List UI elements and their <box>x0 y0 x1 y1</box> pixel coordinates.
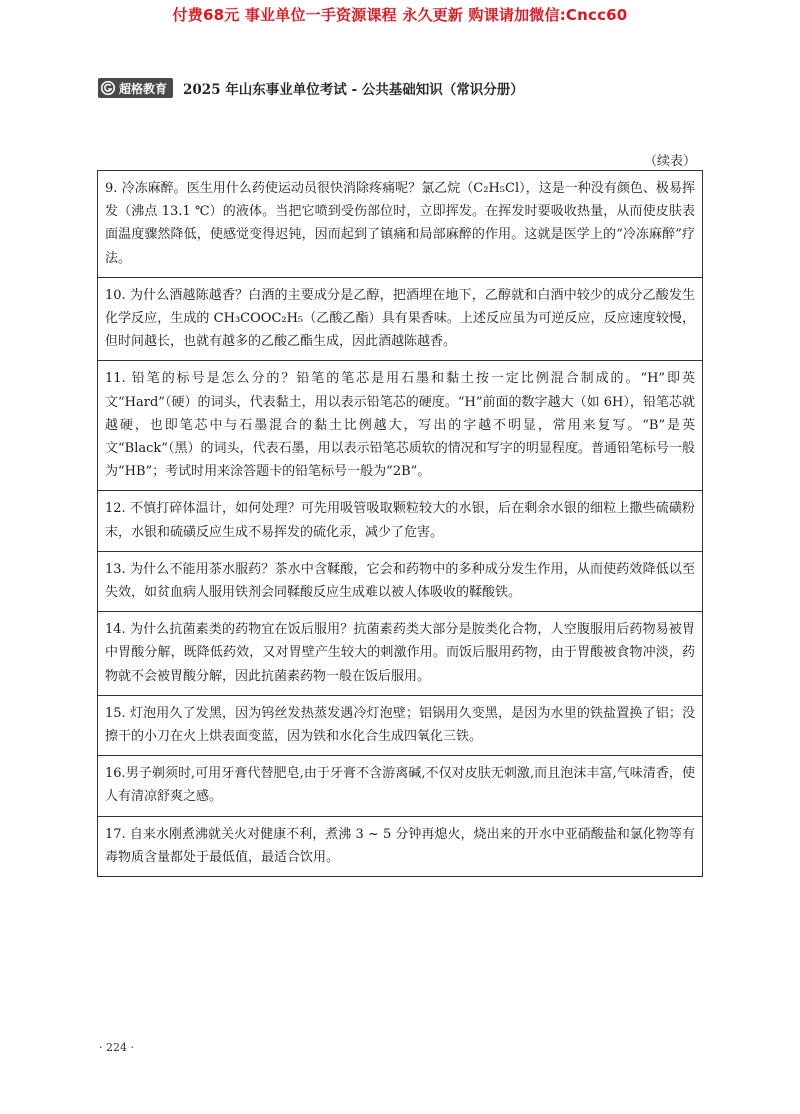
table-row: 13. 为什么不能用茶水服药？茶水中含鞣酸，它会和药物中的多种成分发生作用，从而使药效降低以至失效，如贫血病人服用铁剂会同鞣酸反应生成难以被人体吸收的鞣酸铁。 <box>98 551 702 611</box>
table-row: 11. 铅笔的标号是怎么分的？铅笔的笔芯是用石墨和黏土按一定比例混合制成的。“H”即英文“Hard”（硬）的词头，代表黏土，用以表示铅笔芯的硬度。“H”前面的数字越大（如 6H），铅笔芯就越硬，也即笔芯中与石墨混合的黏土比例越大，写出的字越不明显，常用来复写。“B”是英文“Black”（黑）的词头，代表石墨，用以表示铅笔芯质软的情况和写字的明显程度。普通铅笔标号一般为“HB”；考试时用来涂答题卡的铅笔标号一般为“2B”。 <box>98 360 702 490</box>
table-row: 17. 自来水刚煮沸就关火对健康不利，煮沸 3 ~ 5 分钟再熄火，烧出来的开水中亚硝酸盐和氯化物等有毒物质含量都处于最低值，最适合饮用。 <box>98 816 702 876</box>
page-header <box>98 76 524 100</box>
brand-logo-icon <box>101 81 115 95</box>
promo-banner: 付费68元 事业单位一手资源课程 永久更新 购课请加微信:Cncc60 <box>172 6 628 24</box>
brand-logo <box>98 78 173 98</box>
table-row: 9. 冷冻麻醉。医生用什么药使运动员很快消除疼痛呢？氯乙烷（C₂H₅Cl），这是一种没有颜色、极易挥发（沸点 13.1 ℃）的液体。当把它喷到受伤部位时，立即挥发。在挥发时要吸收热量，从而使皮肤表面温度骤然降低，使感觉变得迟钝，因而起到了镇痛和局部麻醉的作用。这就是医学上的“冷冻麻醉”疗法。 <box>105 181 695 266</box>
table-row: 12. 不慎打碎体温计，如何处理？可先用吸管吸取颗粒较大的水银，后在剩余水银的细粒上撒些硫磺粉末，水银和硫磺反应生成不易挥发的硫化汞，减少了危害。 <box>98 490 702 550</box>
table-row: 16.男子剃须时,可用牙膏代替肥皂,由于牙膏不含游离碱,不仅对皮肤无刺激,而且泡沫丰富,气味清香，使人有清凉舒爽之感。 <box>98 755 702 815</box>
continued-label: （续表） <box>643 154 696 169</box>
table-row: 14. 为什么抗菌素类的药物宜在饭后服用？抗菌素药类大部分是胺类化合物，人空腹服用后药物易被胃中胃酸分解，既降低药效，又对胃壁产生较大的刺激作用。而饭后服用药物，由于胃酸被食物冲淡，药物就不会被胃酸分解，因此抗菌素药物一般在饭后服用。 <box>98 611 702 695</box>
document-title: 2025 年山东事业单位考试 - 公共基础知识（常识分册） <box>183 82 524 98</box>
brand-logo-text: 超格教育 <box>119 81 168 96</box>
content-table <box>97 170 703 877</box>
page-number: · 224 · <box>99 1041 134 1054</box>
table-row: 10. 为什么酒越陈越香？白酒的主要成分是乙醇，把酒埋在地下，乙醇就和白酒中较少的成分乙酸发生化学反应，生成的 CH₃COOC₂H₅（乙酸乙酯）具有果香味。上述反应虽为可逆反应，反应速度较慢，但时间越长，也就有越多的乙酸乙酯生成，因此酒越陈越香。 <box>98 277 702 361</box>
table-row: 15. 灯泡用久了发黑，因为钨丝发热蒸发遇冷灯泡壁；铝锅用久变黑，是因为水里的铁盐置换了铝；没擦干的小刀在火上烘表面变蓝，因为铁和水化合生成四氧化三铁。 <box>98 695 702 755</box>
